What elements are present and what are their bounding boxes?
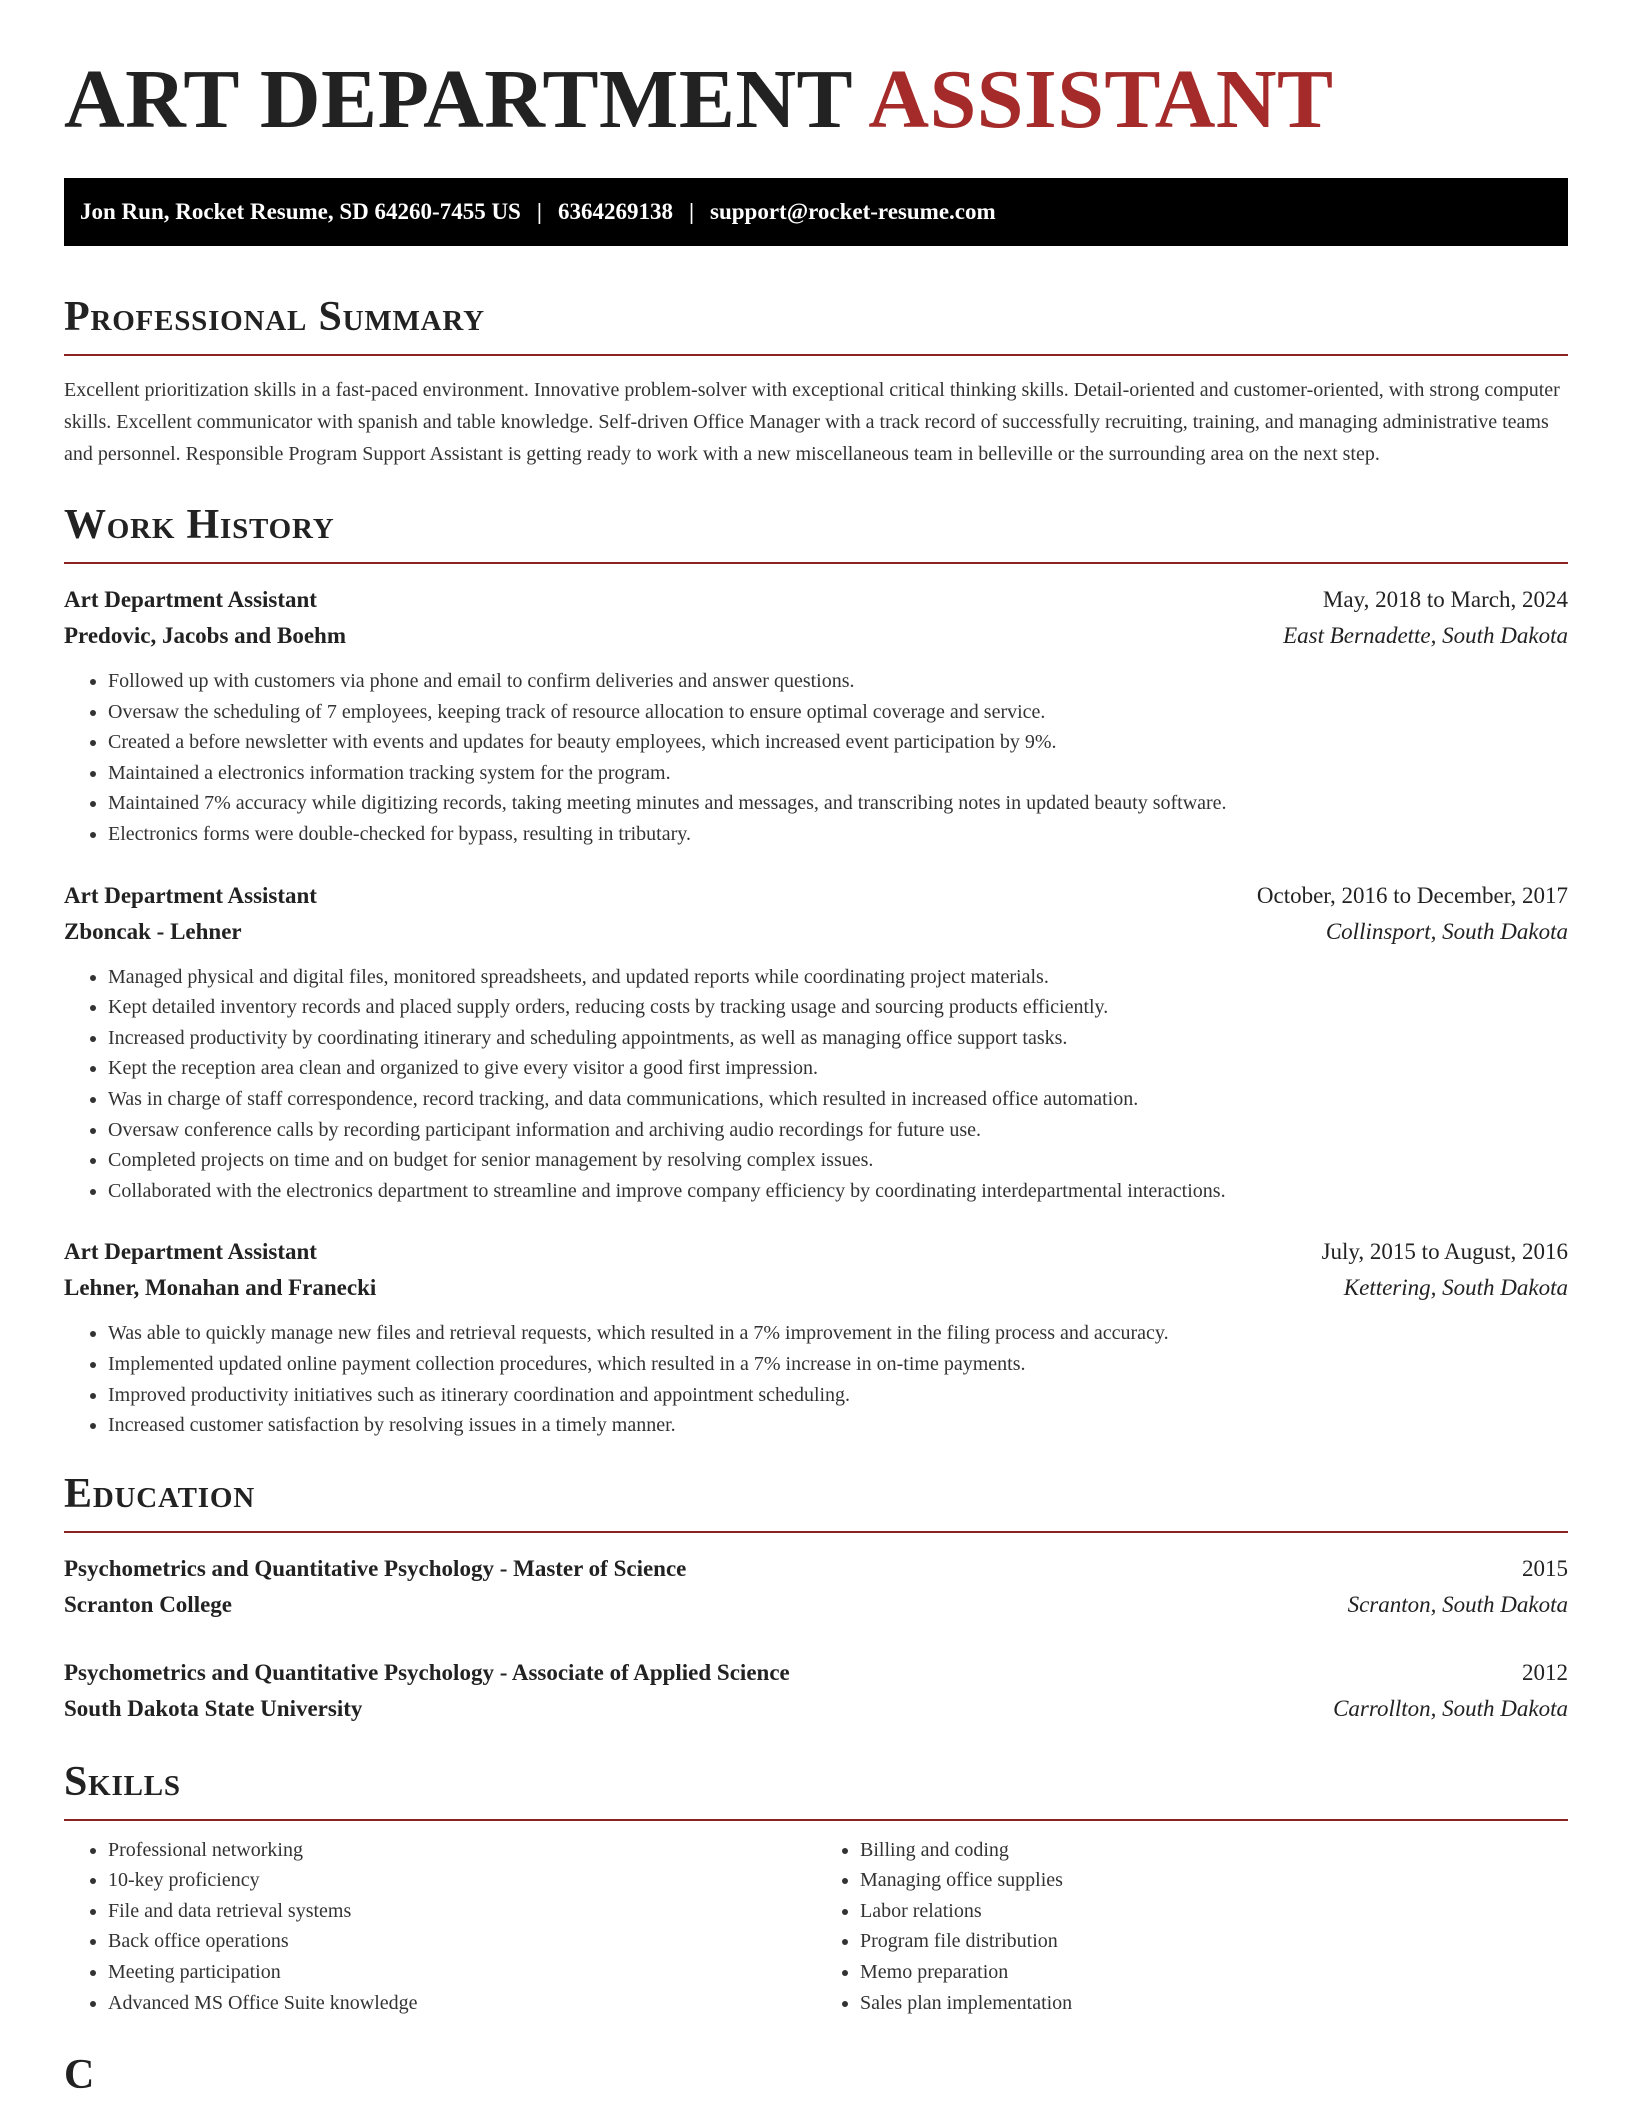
title-part-2: ASSISTANT xyxy=(868,53,1334,146)
list-item: • Managed physical and digital files, monitored spreadsheets, and updated reports while coordinating project materials. xyxy=(108,962,1568,993)
job-dates: July, 2015 to August, 2016 xyxy=(1321,1239,1568,1265)
summary-heading: Professional Summary xyxy=(64,294,485,340)
job-bullets xyxy=(64,1318,1568,1440)
section-divider xyxy=(64,1531,1568,1533)
list-item: • Followed up with customers via phone and email to confirm deliveries and answer questions. xyxy=(108,666,1568,697)
contact-separator: | xyxy=(536,199,542,224)
list-item: • Oversaw conference calls by recording participant information and archiving audio recordings for future use. xyxy=(108,1115,1568,1146)
education-school: South Dakota State University xyxy=(64,1695,363,1721)
education-degree-row xyxy=(64,1655,1568,1691)
summary-text: Excellent prioritization skills in a fast-paced environment. Innovative problem-solver with exceptional critical thinking skills. Detail-oriented and customer-oriented, with strong computer skills. Excellent communicator with spanish and table knowledge. Self-driven Office Manager with a track record of successfully recruiting, training, and managing administrative teams and personnel. Responsible Program Support Assistant is getting ready to work with a new miscellaneous team in belleville or the surrounding area on the next step. xyxy=(64,379,1560,465)
section-divider xyxy=(64,354,1568,356)
list-item: • Sales plan implementation xyxy=(860,1988,1568,2019)
job-title: Art Department Assistant xyxy=(64,882,317,908)
list-item: • Back office operations xyxy=(108,1926,816,1957)
job-company-row xyxy=(64,914,1568,950)
education-degree-row xyxy=(64,1551,1568,1587)
list-item: • Advanced MS Office Suite knowledge xyxy=(108,1988,816,2019)
job-location: Kettering, South Dakota xyxy=(1343,1275,1568,1301)
summary-section xyxy=(64,296,1568,470)
job-company: Predovic, Jacobs and Boehm xyxy=(64,623,346,648)
section-divider xyxy=(64,562,1568,564)
job-entry xyxy=(64,1234,1568,1440)
job-dates: October, 2016 to December, 2017 xyxy=(1256,882,1568,908)
education-school-row xyxy=(64,1587,1568,1623)
education-year: 2012 xyxy=(1522,1659,1568,1685)
job-location: Collinsport, South Dakota xyxy=(1325,918,1568,944)
next-section xyxy=(64,2052,1568,2099)
job-company-row xyxy=(64,618,1568,654)
job-bullets xyxy=(64,962,1568,1207)
job-header-row xyxy=(64,582,1568,618)
skills-list-right xyxy=(816,1835,1568,2019)
list-item: • Labor relations xyxy=(860,1896,1568,1927)
list-item: • Maintained 7% accuracy while digitizing records, taking meeting minutes and messages, and transcribing notes in updated beauty software. xyxy=(108,788,1568,819)
list-item: • Was able to quickly manage new files and retrieval requests, which resulted in a 7% improvement in the filing process and accuracy. xyxy=(108,1318,1568,1349)
skills-list-left xyxy=(64,1835,816,2019)
education-school: Scranton College xyxy=(64,1591,233,1617)
job-title: Art Department Assistant xyxy=(64,587,317,612)
job-dates: May, 2018 to March, 2024 xyxy=(1322,587,1568,612)
list-item: • Was in charge of staff correspondence, record tracking, and data communications, which resulted in increased office automation. xyxy=(108,1084,1568,1115)
education-degree: Psychometrics and Quantitative Psychology - Associate of Applied Science xyxy=(64,1659,790,1685)
job-bullets xyxy=(64,666,1568,850)
education-school-row xyxy=(64,1691,1568,1727)
education-entry xyxy=(64,1551,1568,1623)
section-divider xyxy=(64,1819,1568,1821)
job-company: Zboncak - Lehner xyxy=(64,918,242,944)
list-item: • Kept detailed inventory records and placed supply orders, reducing costs by tracking usage and sourcing products efficiently. xyxy=(108,992,1568,1023)
list-item: • Oversaw the scheduling of 7 employees, keeping track of resource allocation to ensure optimal coverage and service. xyxy=(108,697,1568,728)
education-location: Scranton, South Dakota xyxy=(1347,1591,1568,1617)
education-entry xyxy=(64,1655,1568,1727)
list-item: • Electronics forms were double-checked for bypass, resulting in tributary. xyxy=(108,819,1568,850)
job-header-row xyxy=(64,878,1568,914)
list-item: • Memo preparation xyxy=(860,1957,1568,1988)
work-section xyxy=(64,504,1568,1441)
list-item: • Created a before newsletter with events and updates for beauty employees, which increased event participation by 9%. xyxy=(108,727,1568,758)
education-heading: Education xyxy=(64,1470,255,1517)
list-item: • Improved productivity initiatives such as itinerary coordination and appointment scheduling. xyxy=(108,1380,1568,1411)
job-entry xyxy=(64,582,1568,850)
list-item: • 10-key proficiency xyxy=(108,1865,816,1896)
contact-bar xyxy=(64,178,1568,246)
list-item: • Kept the reception area clean and organized to give every visitor a good first impression. xyxy=(108,1053,1568,1084)
list-item: • Collaborated with the electronics department to streamline and improve company efficiency by coordinating interdepartmental interactions. xyxy=(108,1176,1568,1207)
skills-section xyxy=(64,1758,1568,2019)
skills-columns xyxy=(64,1835,1568,2019)
job-location: East Bernadette, South Dakota xyxy=(1283,623,1568,648)
list-item: • Professional networking xyxy=(108,1835,816,1866)
list-item: • Managing office supplies xyxy=(860,1865,1568,1896)
contact-address: Jon Run, Rocket Resume, SD 64260-7455 US xyxy=(80,199,521,224)
skills-heading: Skills xyxy=(64,1758,181,1805)
title-part-1: ART DEPARTMENT xyxy=(64,53,852,146)
education-location: Carrollton, South Dakota xyxy=(1333,1695,1568,1721)
list-item: • Program file distribution xyxy=(860,1926,1568,1957)
next-section-heading: C xyxy=(64,2052,95,2099)
list-item: • Meeting participation xyxy=(108,1957,816,1988)
education-section xyxy=(64,1470,1568,1727)
list-item: • Implemented updated online payment collection procedures, which resulted in a 7% increase in on-time payments. xyxy=(108,1349,1568,1380)
job-title: Art Department Assistant xyxy=(64,1239,317,1265)
list-item: • File and data retrieval systems xyxy=(108,1896,816,1927)
education-degree: Psychometrics and Quantitative Psychology - Master of Science xyxy=(64,1555,687,1581)
list-item: • Maintained a electronics information tracking system for the program. xyxy=(108,758,1568,789)
list-item: • Billing and coding xyxy=(860,1835,1568,1866)
list-item: • Increased productivity by coordinating itinerary and scheduling appointments, as well as managing office support tasks. xyxy=(108,1023,1568,1054)
contact-phone: 6364269138 xyxy=(557,199,673,224)
page-title xyxy=(64,0,1568,146)
education-year: 2015 xyxy=(1522,1555,1568,1581)
job-company-row xyxy=(64,1270,1568,1306)
job-header-row xyxy=(64,1234,1568,1270)
list-item: • Completed projects on time and on budget for senior management by resolving complex issues. xyxy=(108,1145,1568,1176)
job-entry xyxy=(64,878,1568,1207)
list-item: • Increased customer satisfaction by resolving issues in a timely manner. xyxy=(108,1410,1568,1441)
contact-separator: | xyxy=(688,199,695,224)
contact-email: support@rocket-resume.com xyxy=(710,199,996,224)
job-company: Lehner, Monahan and Franecki xyxy=(64,1275,377,1301)
work-heading: Work History xyxy=(64,502,335,548)
